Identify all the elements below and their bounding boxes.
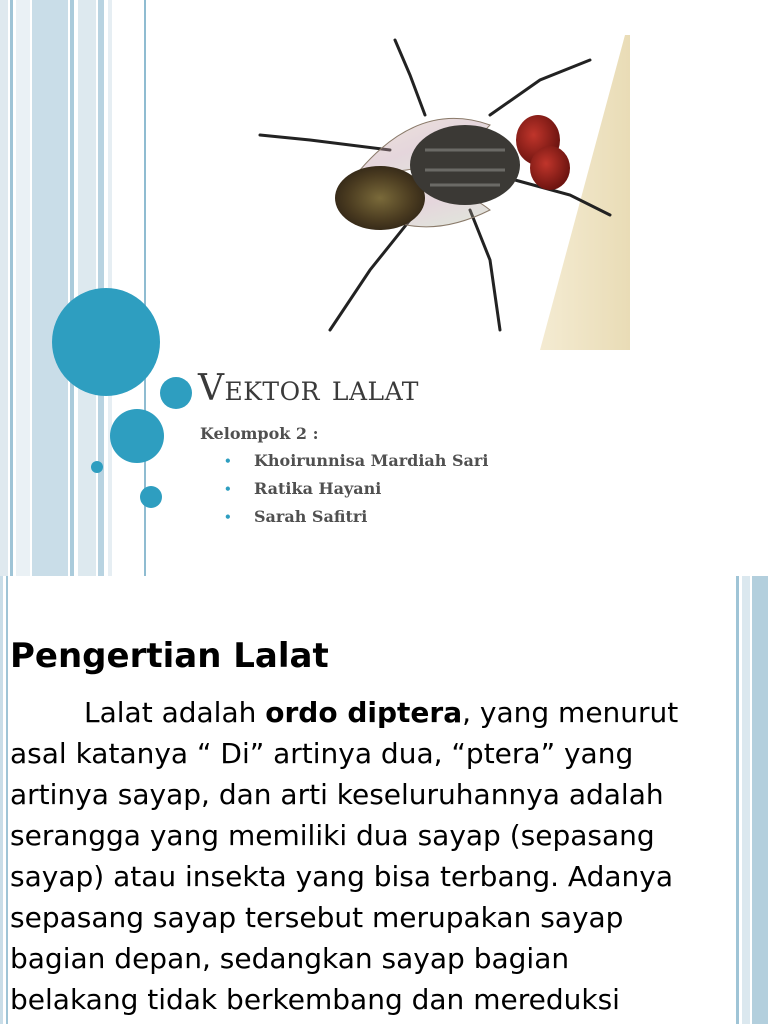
list-item [224,478,488,506]
deco-circle-large [52,288,160,396]
deco-circle-small-2 [140,486,162,508]
text-run: Lalat adalah [84,696,266,729]
paragraph-line: serangga yang memiliki dua sayap (sepasang [10,819,655,852]
bullet-icon: • [224,510,232,524]
housefly-photo [240,20,630,350]
member-list [224,450,488,534]
deco-circle-tiny [91,461,103,473]
emphasis-term: ordo diptera [265,696,463,729]
member-name: Sarah Safitri [254,507,368,526]
left-stripe-decoration [0,0,150,576]
paragraph-line [10,692,740,733]
deco-circle-small [160,377,192,409]
deco-circle-medium [110,409,164,463]
paragraph-line: belakang tidak berkembang dan mereduksi [10,983,620,1016]
list-item [224,506,488,534]
paragraph-line: artinya sayap, dan arti keseluruhannya adalah [10,778,664,811]
paragraph-line: asal katanya “ Di” artinya dua, “ptera” yang [10,737,634,770]
paragraph-line: sepasang sayap tersebut merupakan sayap [10,901,624,934]
slide-heading: Pengertian Lalat [10,636,329,676]
bullet-icon: • [224,482,232,496]
content-slide [0,576,768,1024]
housefly-icon [240,20,630,350]
body-paragraph [10,692,740,1020]
paragraph-line: bagian depan, sedangkan sayap bagian [10,942,570,975]
text-run: , yang menurut [462,696,679,729]
list-item [224,450,488,478]
group-label: Kelompok 2 : [200,424,319,443]
member-name: Khoirunnisa Mardiah Sari [254,451,489,470]
bullet-icon: • [224,454,232,468]
slide-title: Vektor lalat [198,368,419,409]
paragraph-line: sayap) atau insekta yang bisa terbang. Adanya [10,860,673,893]
member-name: Ratika Hayani [254,479,382,498]
